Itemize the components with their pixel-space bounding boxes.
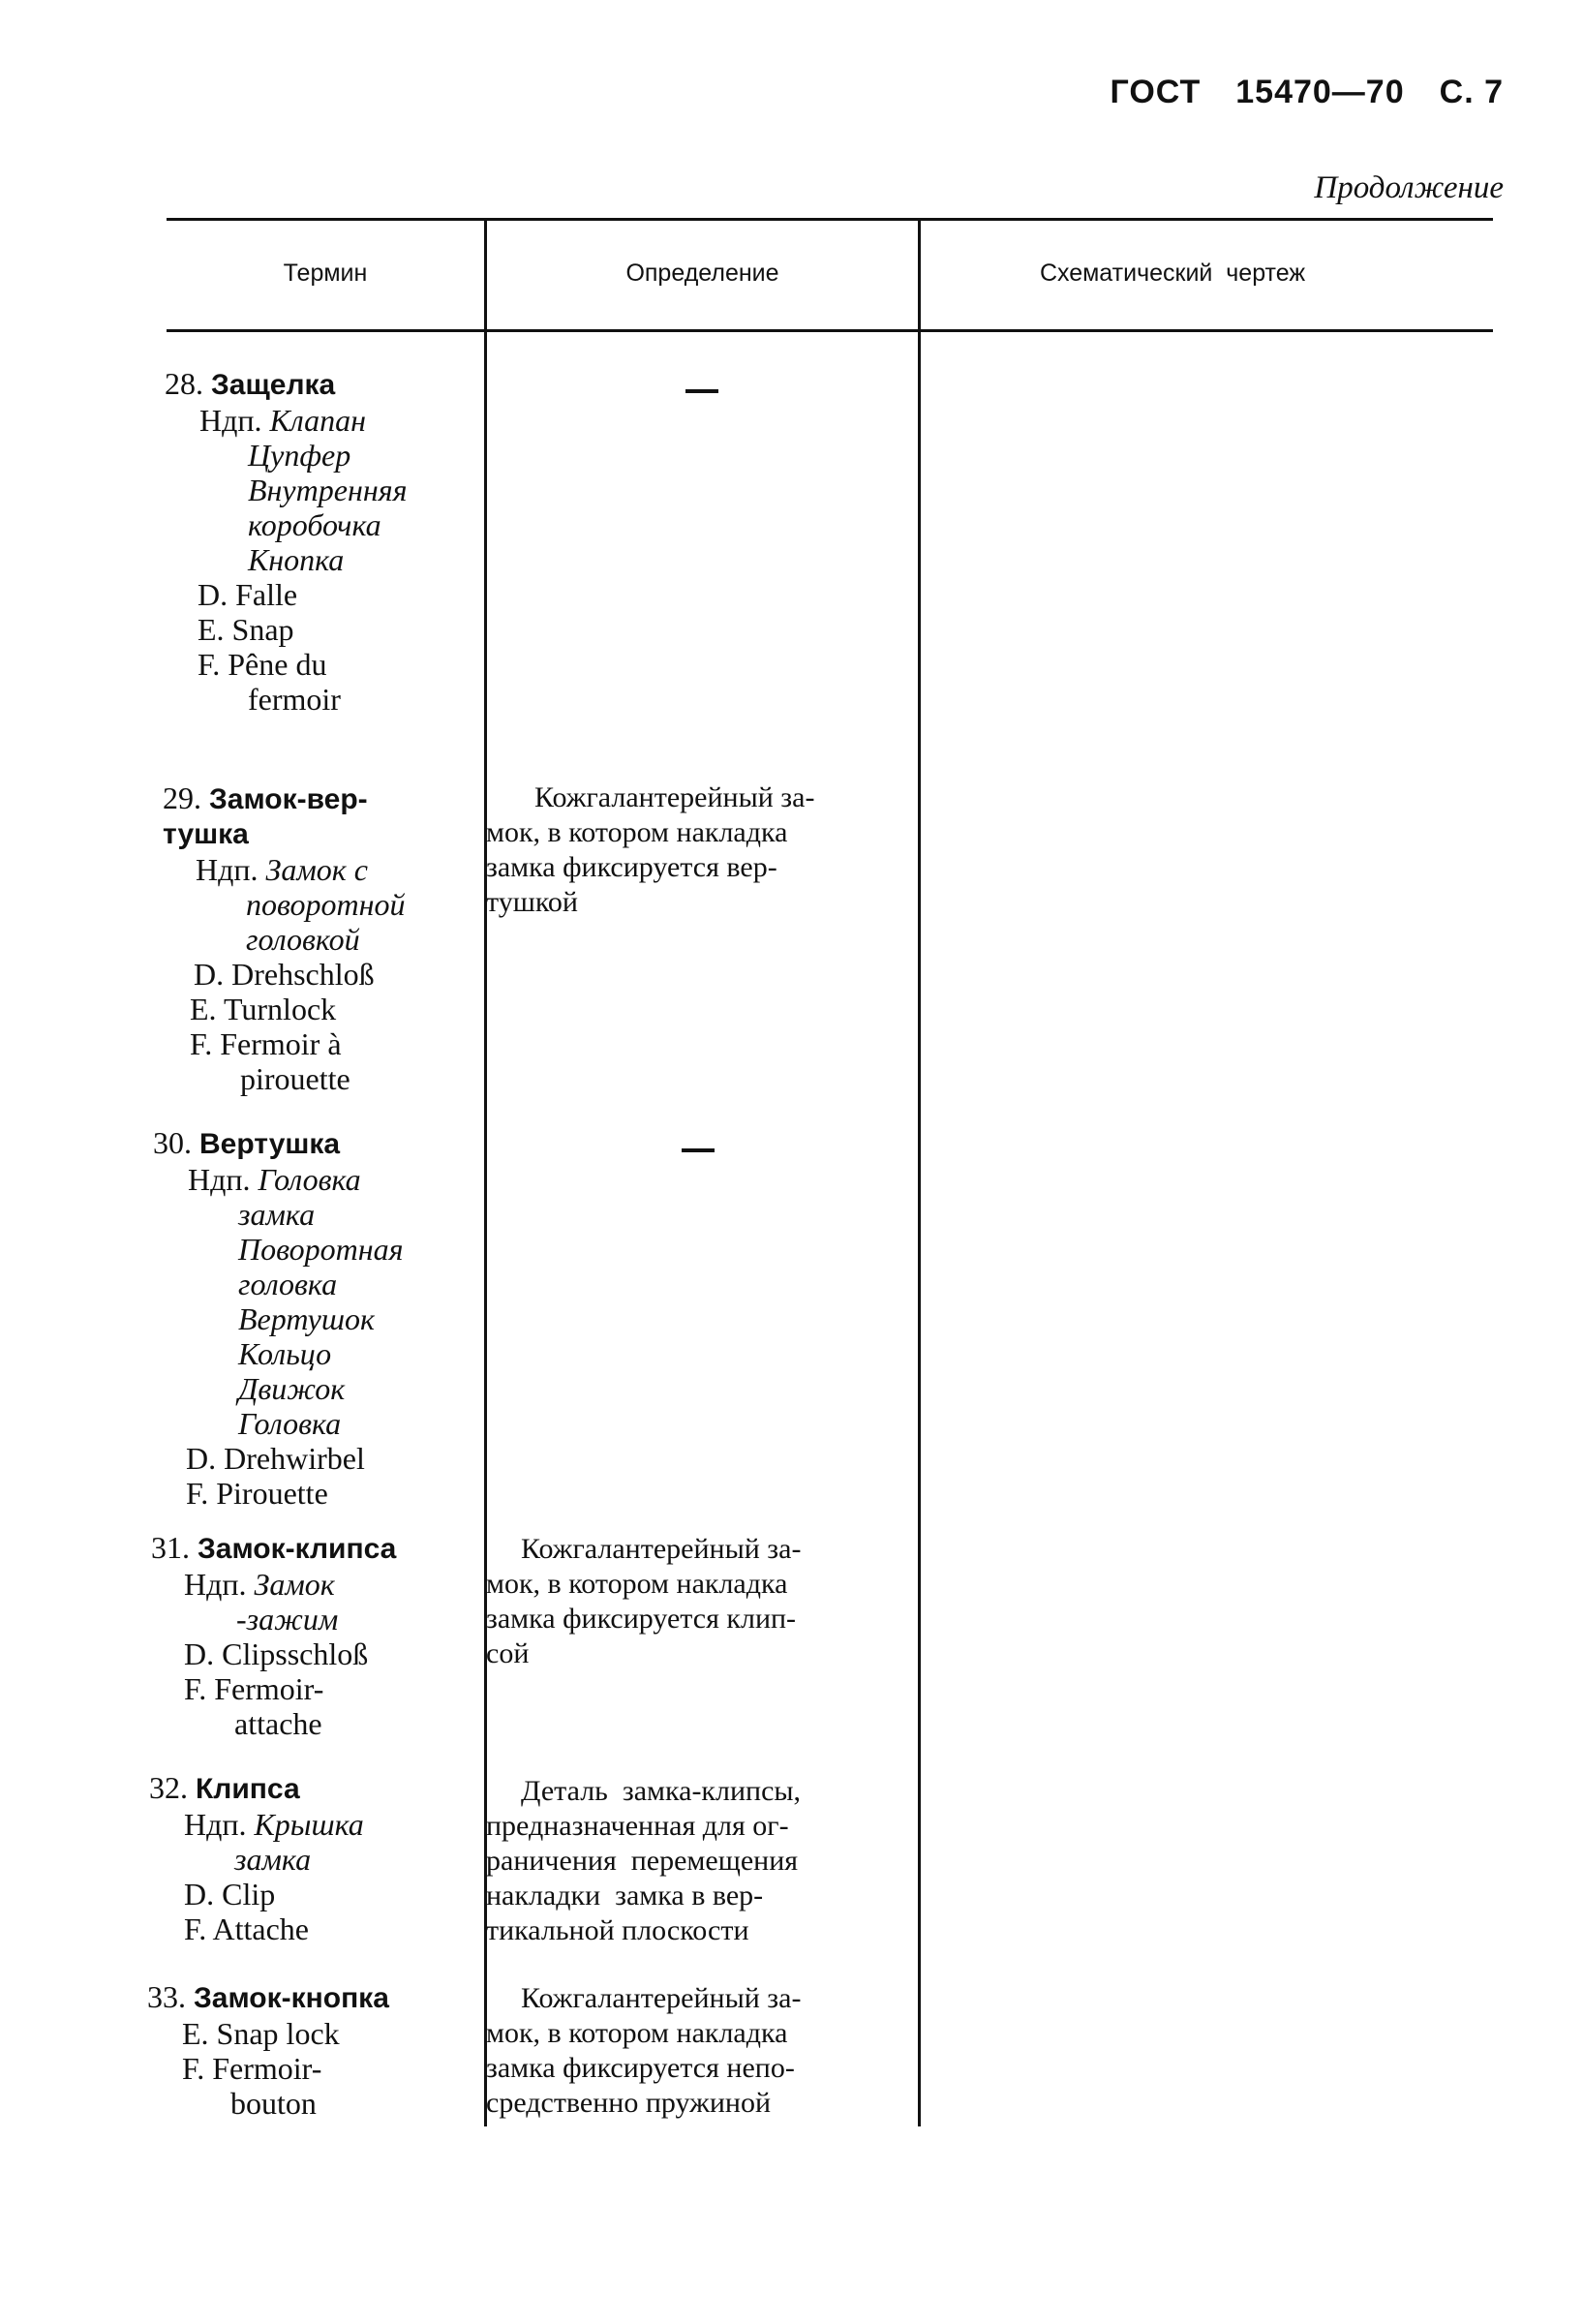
ndp-term: замка (238, 1197, 316, 1232)
ndp-term: Головка (238, 1406, 342, 1441)
term-number: 33. (147, 1979, 186, 2014)
ndp-label: Ндп. (199, 403, 262, 438)
definition-line: предназначенная для ог- (486, 1810, 789, 1842)
definition-31 (486, 1532, 897, 1671)
lang-equivalent: F. Fermoir- (182, 2051, 322, 2086)
lang-equivalent: D. Drehschloß (194, 957, 375, 992)
ndp-label: Ндп. (184, 1807, 247, 1842)
lang-equivalent: F. Pirouette (186, 1476, 328, 1511)
definition-line: мок, в котором накладка (486, 816, 788, 848)
term-name: Замок-клипса (198, 1533, 397, 1565)
ndp-term: головка (238, 1267, 338, 1301)
lang-equivalent: fermoir (248, 682, 341, 717)
continued-label: Продолжение (1314, 170, 1504, 205)
term-name: Защелка (211, 369, 336, 401)
definition-33 (486, 1981, 897, 2121)
definition-line: сой (486, 1637, 530, 1669)
term-entry-28 (165, 366, 407, 717)
definition-29 (486, 780, 914, 920)
ndp-term: головкой (246, 922, 360, 957)
ndp-term: Клапан (269, 403, 366, 438)
ndp-term: -зажим (236, 1602, 339, 1636)
ndp-term: замка (234, 1842, 312, 1877)
ndp-term: Замок (254, 1567, 335, 1602)
definition-line: Кожгалантерейный за- (534, 781, 815, 813)
term-number: 32. (149, 1770, 188, 1805)
term-entry-30 (153, 1125, 403, 1511)
lang-equivalent: F. Fermoir à (190, 1026, 342, 1061)
lang-equivalent: attache (234, 1706, 322, 1741)
lang-equivalent: bouton (230, 2086, 317, 2121)
ndp-term: Цупфер (248, 438, 351, 473)
definition-line: тушкой (486, 886, 578, 918)
page-header (1076, 74, 1504, 111)
column-divider-2 (918, 221, 921, 2126)
definition-line: Кожгалантерейный за- (521, 1533, 802, 1565)
ndp-term: Вертушок (238, 1301, 375, 1336)
term-name: Замок-вер- (209, 783, 368, 815)
ndp-term: Кольцо (238, 1336, 332, 1371)
ndp-label: Ндп. (188, 1162, 251, 1197)
term-number: 30. (153, 1125, 192, 1160)
ndp-term: Замок с (265, 852, 368, 887)
lang-equivalent: F. Pêne du (198, 647, 327, 682)
lang-equivalent: E. Snap (198, 612, 294, 647)
ndp-term: коробочка (248, 507, 381, 542)
term-entry-33 (147, 1979, 389, 2121)
definition-line: Кожгалантерейный за- (521, 1982, 802, 2014)
ndp-term: Головка (258, 1162, 361, 1197)
definition-line: мок, в котором накладка (486, 2017, 788, 2049)
definition-line: замка фиксируется непо- (486, 2052, 795, 2084)
page-number: С. 7 (1439, 74, 1504, 110)
lang-equivalent: pirouette (240, 1061, 350, 1096)
ndp-term: Кнопка (248, 542, 345, 577)
lang-equivalent: E. Turnlock (190, 992, 337, 1026)
definition-line: средственно пружиной (486, 2087, 771, 2119)
lang-equivalent: D. Clipsschloß (184, 1636, 369, 1671)
definition-line: тикальной плоскости (486, 1914, 749, 1946)
header-bottom-rule (167, 329, 1493, 332)
ndp-label: Ндп. (184, 1567, 247, 1602)
definition-32 (486, 1774, 897, 1948)
lang-equivalent: E. Snap lock (182, 2016, 340, 2051)
standard-number: 15470—70 (1235, 74, 1405, 110)
ndp-term: Движок (238, 1371, 346, 1406)
column-header-term: Термин (283, 260, 368, 287)
term-entry-32 (149, 1770, 364, 1946)
definition-line: замка фиксируется клип- (486, 1603, 797, 1635)
ndp-term: Внутренняя (248, 473, 408, 507)
ndp-term: Крышка (254, 1807, 364, 1842)
definition-line: Деталь замка-клипсы, (521, 1775, 802, 1807)
lang-equivalent: D. Falle (198, 577, 298, 612)
ndp-label: Ндп. (196, 852, 259, 887)
definition-line: накладки замка в вер- (486, 1880, 764, 1911)
lang-equivalent: F. Attache (184, 1911, 309, 1946)
lang-equivalent: F. Fermoir- (184, 1671, 324, 1706)
column-header-drawing: Схематический чертеж (1039, 260, 1306, 287)
term-entry-31 (151, 1530, 396, 1741)
table-top-rule (167, 218, 1493, 221)
term-number: 29. (163, 780, 201, 815)
ndp-term: Поворотная (238, 1232, 404, 1267)
lang-equivalent: D. Clip (184, 1877, 276, 1911)
term-name: Вертушка (199, 1128, 341, 1160)
term-name: Клипса (196, 1773, 300, 1805)
definition-line: раничения перемещения (486, 1845, 799, 1877)
standard-label: ГОСТ (1110, 74, 1202, 110)
term-name-cont: тушка (163, 818, 249, 850)
definition-dash (685, 389, 718, 393)
term-entry-29 (163, 780, 405, 1096)
lang-equivalent: D. Drehwirbel (186, 1441, 365, 1476)
ndp-term: поворотной (246, 887, 406, 922)
term-name: Замок-кнопка (194, 1982, 389, 2014)
definition-dash (682, 1148, 715, 1152)
term-number: 28. (165, 366, 203, 401)
column-header-definition: Определение (625, 260, 779, 287)
term-number: 31. (151, 1530, 190, 1565)
definition-line: замка фиксируется вер- (486, 851, 777, 883)
definition-line: мок, в котором накладка (486, 1568, 788, 1600)
